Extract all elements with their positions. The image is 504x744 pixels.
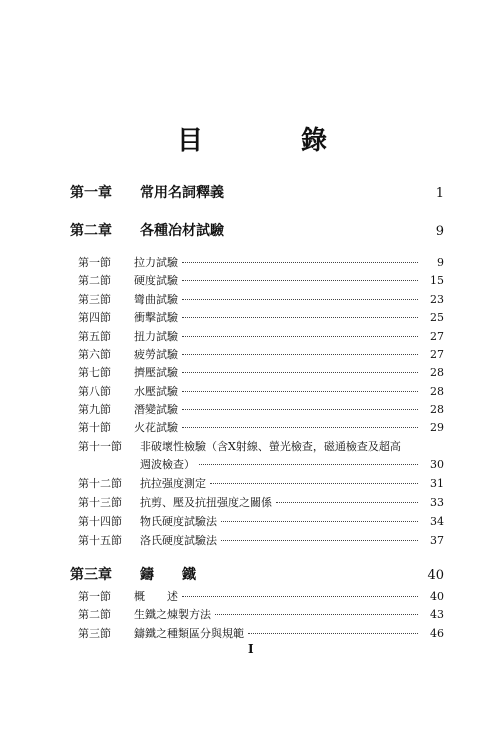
section-number: 第五節: [78, 330, 111, 343]
toc-section: [78, 309, 444, 325]
section-number: 第三節: [78, 627, 111, 640]
toc-section: [78, 513, 444, 529]
dot-leader: [182, 595, 418, 597]
page-number: 43: [430, 608, 444, 621]
section-title: 火花試驗: [134, 421, 178, 434]
section-title: 物氏硬度試驗法: [140, 515, 217, 528]
section-number: 第六節: [78, 348, 111, 361]
section-title-continued: 週波檢查）: [140, 458, 195, 471]
dot-leader: [210, 482, 418, 484]
section-title: 洛氏硬度試驗法: [140, 534, 217, 547]
page-number: 40: [427, 568, 444, 583]
toc-section: [78, 364, 444, 380]
toc-section-continuation: [140, 456, 444, 472]
toc-section: [78, 532, 444, 548]
page-number: 34: [430, 515, 444, 528]
section-number: 第十二節: [78, 477, 122, 490]
page-number: 31: [430, 477, 444, 490]
chapter-number: 第三章: [70, 567, 112, 583]
dot-leader: [182, 298, 418, 300]
toc-section: [78, 606, 444, 622]
page-number: 15: [430, 274, 444, 287]
toc-section: [78, 272, 444, 288]
section-title: 生鐵之煉製方法: [134, 608, 211, 621]
dot-leader: [276, 501, 418, 503]
section-number: 第二節: [78, 608, 111, 621]
section-title: 抗拉强度測定: [140, 477, 206, 490]
dot-leader: [248, 632, 418, 634]
section-number: 第三節: [78, 293, 111, 306]
dot-leader: [182, 279, 418, 281]
section-number: 第十三節: [78, 496, 122, 509]
page-number: 9: [435, 224, 444, 239]
page-number: 23: [430, 293, 444, 306]
chapter-title: 常用名詞釋義: [140, 185, 224, 201]
section-number: 第七節: [78, 366, 111, 379]
page-number: 27: [430, 348, 444, 361]
page-number: 40: [430, 590, 444, 603]
section-title: 鑄鐵之種類區分與規範: [134, 627, 244, 640]
toc-section: [78, 419, 444, 435]
page-footer-mark: I: [248, 642, 254, 656]
section-number: 第十節: [78, 421, 111, 434]
dot-leader: [215, 613, 418, 615]
dot-leader: [182, 426, 418, 428]
section-title: 水壓試驗: [134, 385, 178, 398]
page-number: 9: [437, 256, 444, 269]
section-title: 抗剪、壓及抗扭强度之關係: [140, 496, 272, 509]
section-title: 硬度試驗: [134, 274, 178, 287]
section-number: 第十五節: [78, 534, 122, 547]
dot-leader: [182, 353, 418, 355]
toc-section: [78, 328, 444, 344]
section-title: 潛變試驗: [134, 403, 178, 416]
toc-section: [78, 291, 444, 307]
section-number: 第四節: [78, 311, 111, 324]
section-title: 擠壓試驗: [134, 366, 178, 379]
page-number: 1: [435, 186, 444, 201]
page-number: 37: [430, 534, 444, 547]
section-title: 疲勞試驗: [134, 348, 178, 361]
toc-section: [78, 588, 444, 604]
dot-leader: [182, 390, 418, 392]
page-title: 目 錄: [176, 126, 363, 156]
section-title: 衝擊試驗: [134, 311, 178, 324]
section-number: 第九節: [78, 403, 111, 416]
chapter-title: 各種冶材試驗: [140, 223, 224, 239]
page-number: 28: [430, 385, 444, 398]
dot-leader: [182, 335, 418, 337]
chapter-number: 第二章: [70, 223, 112, 239]
toc-section: [78, 383, 444, 399]
section-title: 扭力試驗: [134, 330, 178, 343]
toc-section: [78, 475, 444, 491]
section-number: 第八節: [78, 385, 111, 398]
section-number: 第十四節: [78, 515, 122, 528]
page-number: 30: [430, 458, 444, 471]
section-number: 第十一節: [78, 440, 122, 453]
dot-leader: [221, 520, 418, 522]
dot-leader: [199, 463, 418, 465]
section-title: 概 述: [134, 590, 178, 603]
page-number: 29: [430, 421, 444, 434]
chapter-number: 第一章: [70, 185, 112, 201]
section-title: 彎曲試驗: [134, 293, 178, 306]
toc-section: [78, 346, 444, 362]
page-number: 33: [430, 496, 444, 509]
section-title: 非破壞性檢驗（含X射線、螢光檢查，磁通檢查及超高: [140, 440, 401, 453]
dot-leader: [182, 371, 418, 373]
toc-chapter-3: [70, 564, 444, 584]
chapter-title: 鑄 鐵: [140, 567, 196, 583]
dot-leader: [221, 539, 418, 541]
page-number: 28: [430, 366, 444, 379]
section-number: 第一節: [78, 590, 111, 603]
section-number: 第一節: [78, 256, 111, 269]
toc-chapter-1: [70, 182, 444, 202]
dot-leader: [182, 261, 418, 263]
page-number: 25: [430, 311, 444, 324]
page-number: 46: [430, 627, 444, 640]
toc-chapter-2: [70, 220, 444, 240]
toc-section: [78, 254, 444, 270]
dot-leader: [182, 316, 418, 318]
section-title: 拉力試驗: [134, 256, 178, 269]
toc-section-multiline: [78, 438, 444, 454]
section-number: 第二節: [78, 274, 111, 287]
toc-section: [78, 494, 444, 510]
dot-leader: [182, 408, 418, 410]
toc-section: [78, 625, 444, 641]
page-number: 28: [430, 403, 444, 416]
page-number: 27: [430, 330, 444, 343]
toc-section: [78, 401, 444, 417]
